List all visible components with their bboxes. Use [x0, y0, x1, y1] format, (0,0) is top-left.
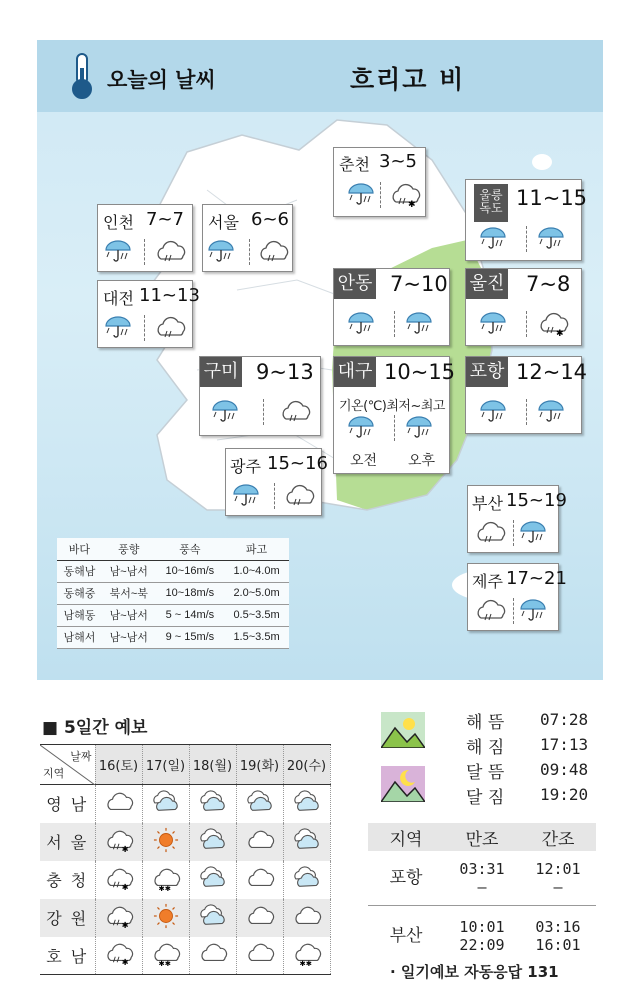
- sea-cell: 동해중: [57, 582, 102, 604]
- region-label: 호 남: [40, 937, 95, 975]
- table-row: [57, 582, 289, 604]
- sun-icon: [142, 899, 189, 937]
- partly-cloudy-icon: [283, 785, 330, 823]
- sea-cell: 1.5~3.5m: [224, 626, 289, 648]
- moonset-label: 달 짐: [466, 788, 505, 808]
- cloud-icon: [236, 899, 283, 937]
- cloud-rain-icon: [153, 237, 187, 269]
- city-card-seoul[interactable]: [202, 204, 293, 272]
- city-name: 울진: [466, 269, 508, 299]
- table-row: [57, 626, 289, 648]
- sea-cell: 10~18m/s: [156, 582, 224, 604]
- sunrise-label: 해 뜸: [466, 713, 505, 733]
- table-row: [40, 785, 330, 823]
- region-label: 영 남: [40, 785, 95, 823]
- city-temp: 15~19: [506, 490, 567, 511]
- divider: [394, 415, 395, 441]
- sea-cell: 2.0~5.0m: [224, 582, 289, 604]
- city-temp: 15~16: [267, 453, 328, 474]
- sea-cell: 0.5~3.5m: [224, 604, 289, 626]
- table-row: [57, 560, 289, 582]
- day-header: 17(일): [142, 745, 189, 785]
- city-name: 광주: [230, 457, 261, 476]
- tide-header: 지역: [368, 823, 444, 851]
- sunset-label: 해 짐: [466, 738, 505, 758]
- rain-icon: [518, 596, 552, 628]
- city-temp: 7~8: [526, 272, 571, 296]
- tide-low: –: [553, 877, 563, 896]
- partly-cloudy-icon: [236, 785, 283, 823]
- tide-region: 포항: [368, 851, 444, 905]
- tide-high: 03:31: [459, 859, 505, 878]
- cloud-rain-icon: [256, 237, 290, 269]
- moonset-time: 19:20: [540, 785, 589, 804]
- moonrise-label: 달 뜸: [466, 763, 505, 783]
- city-temp: 7~10: [390, 272, 448, 296]
- partly-cloudy-icon: [142, 785, 189, 823]
- cloud-rain-icon: [153, 313, 187, 345]
- sea-cell: 남해동: [57, 604, 102, 626]
- snow-rain-icon: [95, 823, 142, 861]
- tide-header: 간조: [520, 823, 596, 851]
- snow-icon: [142, 937, 189, 975]
- sea-header: 풍속: [156, 538, 224, 560]
- day-header: 18(월): [189, 745, 236, 785]
- partly-cloudy-icon: [189, 785, 236, 823]
- rain-icon: [404, 309, 438, 341]
- table-row: [40, 899, 330, 937]
- city-temp: 12~14: [516, 360, 588, 384]
- snow-rain-icon: [95, 899, 142, 937]
- divider: [144, 315, 145, 341]
- city-card-busan[interactable]: [467, 485, 567, 553]
- table-row: [40, 861, 330, 899]
- sunrise-icon: [381, 712, 425, 748]
- auto-response-info: · 일기예보 자동응답 131: [390, 963, 559, 981]
- tide-high: 10:01: [459, 918, 505, 937]
- city-card-jeju[interactable]: [467, 563, 567, 631]
- cloud-rain-icon: [473, 596, 507, 628]
- cloud-icon: [236, 937, 283, 975]
- weather-condition: 흐리고 비: [350, 65, 466, 94]
- table-row: [57, 604, 289, 626]
- forecast-title: ■ 5일간 예보: [42, 718, 148, 738]
- city-name: 춘천: [339, 155, 370, 174]
- divider: [380, 182, 381, 208]
- region-label: 강 원: [40, 899, 95, 937]
- snow-rain-icon: [536, 309, 570, 341]
- table-row: [368, 851, 596, 905]
- rain-icon: [103, 237, 137, 269]
- svg-text:✱✱: ✱✱: [299, 959, 312, 967]
- sunset-time: 17:13: [540, 735, 589, 754]
- table-row: [40, 823, 330, 861]
- weather-map-panel: [37, 40, 603, 680]
- rain-icon: [478, 397, 512, 429]
- city-card-daejeon[interactable]: [97, 280, 200, 348]
- cloud-icon: [95, 785, 142, 823]
- divider: [249, 239, 250, 265]
- sea-cell: 북서~북: [102, 582, 156, 604]
- city-name: 포항: [466, 357, 508, 387]
- city-name: 안동: [334, 269, 376, 299]
- sea-cell: 남~남서: [102, 560, 156, 582]
- sea-cell: 남~남서: [102, 604, 156, 626]
- cloud-icon: [283, 899, 330, 937]
- divider: [513, 520, 514, 546]
- svg-text:✱: ✱: [121, 881, 129, 891]
- city-card-uljin[interactable]: [465, 268, 582, 346]
- cloud-icon: [236, 823, 283, 861]
- city-temp: 10~15: [384, 360, 456, 384]
- city-name: 구미: [200, 357, 242, 387]
- cloud-rain-icon: [278, 397, 312, 429]
- rain-icon: [103, 313, 137, 345]
- tide-low: 12:01: [535, 859, 581, 878]
- city-temp: 7~7: [146, 209, 184, 230]
- divider: [394, 311, 395, 337]
- sea-header: 풍향: [102, 538, 156, 560]
- rain-icon: [478, 224, 512, 256]
- city-temp: 6~6: [251, 209, 289, 230]
- city-card-gwangju[interactable]: [225, 448, 328, 516]
- city-name: 대구: [334, 357, 376, 387]
- tide-header: 만조: [444, 823, 520, 851]
- city-name: 서울: [208, 213, 239, 232]
- table-row: [40, 937, 330, 975]
- svg-text:✱: ✱: [408, 200, 416, 208]
- sunrise-time: 07:28: [540, 710, 589, 729]
- rain-icon: [231, 481, 265, 513]
- svg-text:✱: ✱: [121, 919, 129, 929]
- city-temp: 3~5: [379, 151, 417, 172]
- rain-icon: [536, 397, 570, 429]
- snow-icon: [283, 937, 330, 975]
- cloud-icon: [189, 937, 236, 975]
- legend-pm: 오후: [408, 453, 436, 469]
- sea-cell: 1.0~4.0m: [224, 560, 289, 582]
- rain-icon: [536, 224, 570, 256]
- divider: [526, 311, 527, 337]
- city-card-pohang[interactable]: [465, 356, 588, 434]
- tide-region: 부산: [389, 926, 423, 947]
- partly-cloudy-icon: [189, 861, 236, 899]
- page-title: 오늘의 날씨: [107, 68, 216, 92]
- sun-icon: [142, 823, 189, 861]
- svg-text:✱: ✱: [121, 957, 129, 967]
- cloud-rain-icon: [473, 518, 507, 550]
- divider: [526, 226, 527, 252]
- sea-cell: 남해서: [57, 626, 102, 648]
- sea-header: 파고: [224, 538, 289, 560]
- tide-high: 22:09: [459, 936, 505, 955]
- city-temp: 11~15: [516, 186, 588, 210]
- day-header: 19(화): [236, 745, 283, 785]
- city-card-daegu[interactable]: [333, 356, 456, 474]
- rain-icon: [346, 413, 380, 445]
- legend-label: 기온(℃)최저~최고: [339, 399, 445, 414]
- region-label: 충 청: [40, 861, 95, 899]
- city-name: 제주: [472, 572, 503, 591]
- snow-rain-icon: [388, 180, 422, 212]
- cloud-rain-icon: [282, 481, 316, 513]
- sea-cell: 9 ~ 15m/s: [156, 626, 224, 648]
- rain-icon: [404, 413, 438, 445]
- corner-region-label: 지역: [43, 767, 65, 780]
- partly-cloudy-icon: [189, 823, 236, 861]
- city-temp: 17~21: [506, 568, 567, 589]
- svg-text:✱✱: ✱✱: [158, 959, 171, 967]
- partly-cloudy-icon: [189, 899, 236, 937]
- city-name: 울릉 독도: [474, 184, 508, 222]
- table-corner: [40, 745, 95, 785]
- five-day-forecast-table: [40, 744, 331, 975]
- city-temp: 9~13: [256, 360, 314, 384]
- divider: [274, 483, 275, 509]
- city-name: 대전: [103, 289, 134, 308]
- divider: [263, 399, 264, 425]
- rain-icon: [518, 518, 552, 550]
- rain-icon: [478, 309, 512, 341]
- corner-date-label: 날짜: [70, 750, 92, 763]
- snow-icon: [142, 861, 189, 899]
- tide-high: –: [477, 877, 487, 896]
- divider: [144, 239, 145, 265]
- legend-am: 오전: [350, 453, 378, 469]
- partly-cloudy-icon: [283, 823, 330, 861]
- table-row: [368, 905, 596, 967]
- tide-low: 03:16: [535, 918, 581, 937]
- rain-icon: [210, 397, 244, 429]
- day-header: 20(수): [283, 745, 330, 785]
- rain-icon: [206, 237, 240, 269]
- cloud-icon: [236, 861, 283, 899]
- snow-rain-icon: [95, 861, 142, 899]
- tide-low: 16:01: [535, 936, 581, 955]
- city-card-andong[interactable]: [333, 268, 450, 346]
- city-temp: 11~13: [139, 285, 200, 306]
- sea-cell: 남~남서: [102, 626, 156, 648]
- city-card-ulleung[interactable]: [465, 179, 588, 261]
- rain-icon: [346, 309, 380, 341]
- city-name: 부산: [472, 494, 503, 513]
- region-label: 서 울: [40, 823, 95, 861]
- moonrise-time: 09:48: [540, 760, 589, 779]
- sea-cell: 5 ~ 14m/s: [156, 604, 224, 626]
- sea-conditions-table: [57, 538, 289, 649]
- svg-text:✱✱: ✱✱: [158, 883, 171, 891]
- rain-icon: [346, 180, 380, 212]
- divider: [526, 399, 527, 425]
- city-card-incheon[interactable]: [97, 204, 193, 272]
- sea-cell: 동해남: [57, 560, 102, 582]
- sea-header: 바다: [57, 538, 102, 560]
- svg-text:✱: ✱: [556, 329, 564, 337]
- tide-table: [368, 823, 596, 967]
- sea-cell: 10~16m/s: [156, 560, 224, 582]
- day-header: 16(토): [95, 745, 142, 785]
- partly-cloudy-icon: [283, 861, 330, 899]
- city-name: 인천: [103, 213, 134, 232]
- divider: [513, 598, 514, 624]
- city-card-gumi[interactable]: [199, 356, 321, 436]
- snow-rain-icon: [95, 937, 142, 975]
- svg-text:✱: ✱: [121, 843, 129, 853]
- city-card-chuncheon[interactable]: [333, 147, 426, 217]
- moonrise-icon: [381, 766, 425, 802]
